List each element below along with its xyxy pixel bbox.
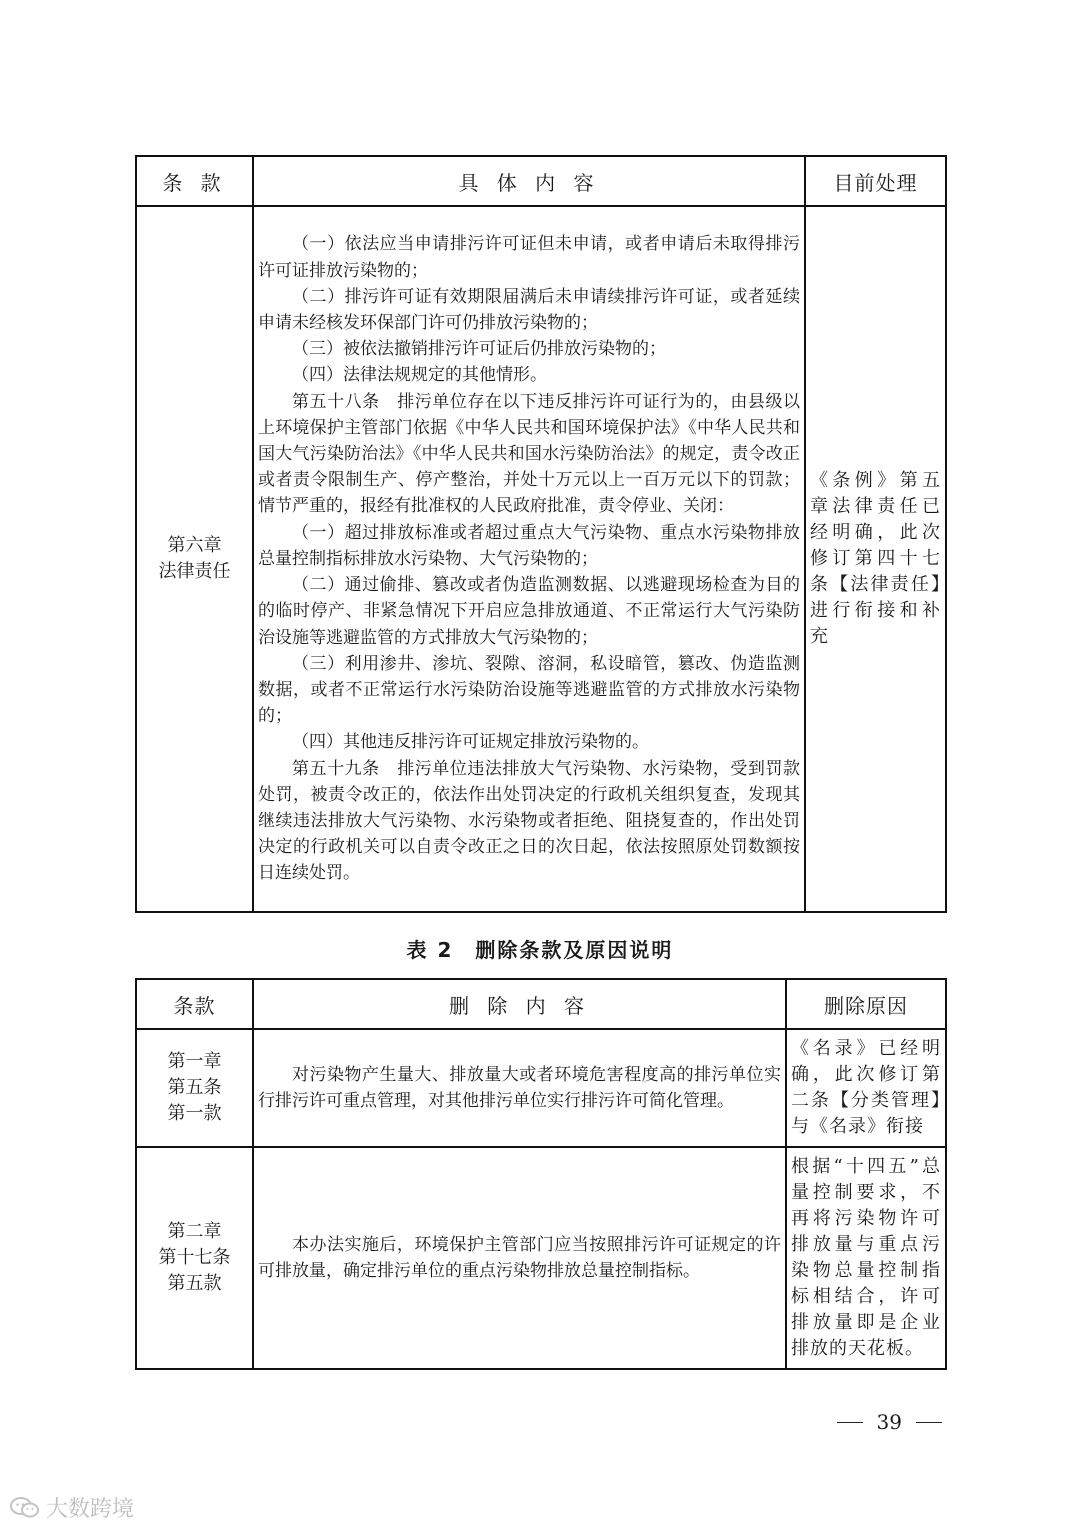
paragraph: （一）超过排放标准或者超过重点大气污染物、重点水污染物排放总量控制指标排放水污染物、大气污染物的； xyxy=(258,522,800,569)
paragraph: （四）法律法规规定的其他情形。 xyxy=(292,365,547,386)
paragraph: （四）其他违反排污许可证规定排放污染物的。 xyxy=(292,732,649,753)
page-number xyxy=(837,1410,942,1434)
header-deleted-content: 删 除 内 容 xyxy=(253,979,786,1029)
header-clause: 条 款 xyxy=(136,156,253,206)
header-handling: 目前处理 xyxy=(805,156,946,206)
table-row xyxy=(136,1147,946,1369)
table-1-header-row xyxy=(136,156,946,206)
paragraph: 对污染物产生量大、排放量大或者环境危害程度高的排污单位实行排污许可重点管理，对其他排污单位实行排污许可简化管理。 xyxy=(258,1064,781,1111)
content-cell xyxy=(253,206,805,912)
content-cell xyxy=(253,1029,786,1147)
reason-cell: 根据“十四五”总量控制要求，不再将污染物许可排放量与重点污染物总量控制指标相结合，许可排放量即是企业排放的天花板。 xyxy=(786,1147,946,1369)
table-2 xyxy=(135,978,947,1370)
reason-cell: 《名录》已经明确，此次修订第二条【分类管理】与《名录》衔接 xyxy=(786,1029,946,1147)
content-cell xyxy=(253,1147,786,1369)
clause-cell: 第二章 第十七条 第五款 xyxy=(136,1147,253,1369)
header-content: 具 体 内 容 xyxy=(253,156,805,206)
paragraph: （二）通过偷排、篡改或者伪造监测数据、以逃避现场检查为目的的临时停产、非紧急情况下开启应急排放通道、不正常运行大气污染防治设施等逃避监管的方式排放大气污染物的； xyxy=(258,575,800,648)
dash-left xyxy=(837,1422,863,1423)
paragraph: 第五十九条 排污单位违法排放大气污染物、水污染物，受到罚款处罚，被责令改正的，依法作出处罚决定的行政机关组织复查，发现其继续违法排放大气污染物、水污染物或者拒绝、阻挠复查的，作出处罚决定的行政机关可以自责令改正之日的次日起，依法按照原处罚数额按日连续处罚。 xyxy=(258,758,800,884)
watermark-text: 大数跨境 xyxy=(46,1497,135,1522)
table-row xyxy=(136,1029,946,1147)
header-clause: 条款 xyxy=(136,979,253,1029)
watermark xyxy=(10,1492,134,1523)
paragraph: 第五十八条 排污单位存在以下违反排污许可证行为的，由县级以上环境保护主管部门依据《中华人民共和国环境保护法》《中华人民共和国大气污染防治法》《中华人民共和国水污染防治法》的规定，责令改正或者责令限制生产、停产整治，并处十万元以上一百万元以下的罚款；情节严重的，报经有批准权的人民政府批准，责令停业、关闭： xyxy=(258,391,800,517)
paragraph: 本办法实施后，环境保护主管部门应当按照排污许可证规定的许可排放量，确定排污单位的重点污染物排放总量控制指标。 xyxy=(258,1234,781,1281)
handling-cell: 《条例》第五章法律责任已经明确，此次修订第四十七条【法律责任】进行衔接和补充 xyxy=(805,206,946,912)
paragraph: （二）排污许可证有效期限届满后未申请续排污许可证，或者延续申请未经核发环保部门许可仍排放污染物的； xyxy=(258,286,800,334)
dash-right xyxy=(916,1422,942,1423)
clause-cell: 第一章 第五条 第一款 xyxy=(136,1029,253,1147)
table-2-caption: 表 2 删除条款及原因说明 xyxy=(406,938,674,962)
page-number-value: 39 xyxy=(876,1410,902,1434)
table-row xyxy=(136,206,946,912)
paragraph: （三）利用渗井、渗坑、裂隙、溶洞，私设暗管，篡改、伪造监测数据，或者不正常运行水污染防治设施等逃避监管的方式排放水污染物的； xyxy=(258,653,800,727)
paragraph: （一）依法应当申请排污许可证但未申请，或者申请后未取得排污许可证排放污染物的； xyxy=(258,234,800,281)
paragraph: （三）被依法撤销排污许可证后仍排放污染物的； xyxy=(292,339,666,360)
table-1 xyxy=(135,155,947,913)
table-2-header-row xyxy=(136,979,946,1029)
clause-cell: 第六章 法律责任 xyxy=(136,206,253,912)
header-reason: 删除原因 xyxy=(786,979,946,1029)
wechat-icon xyxy=(10,1496,40,1520)
